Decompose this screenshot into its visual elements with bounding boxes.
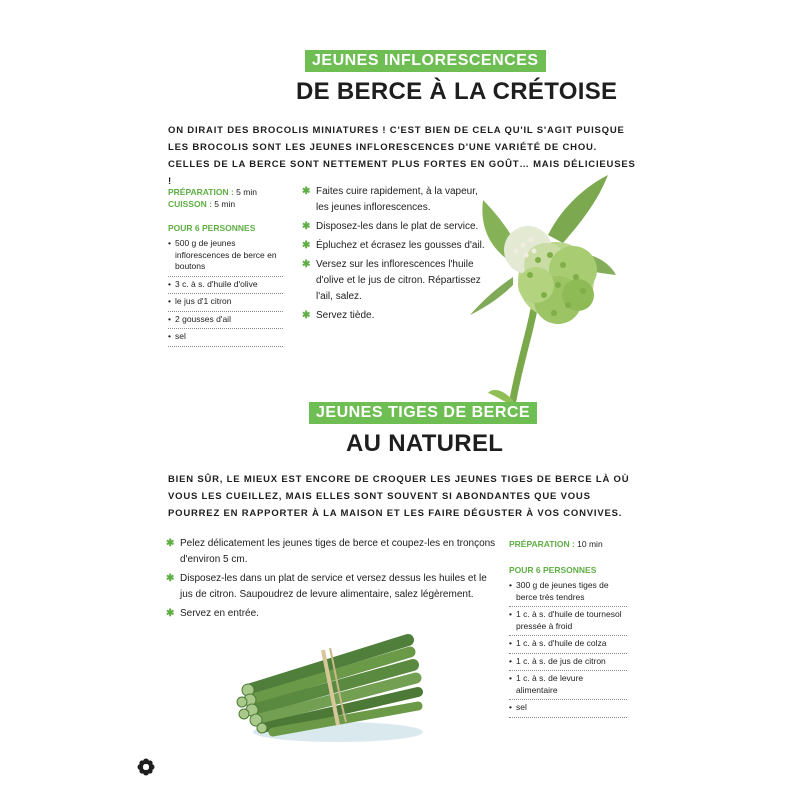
ingredient-item: • le jus d'1 citron	[168, 294, 283, 312]
asterisk-bullet-icon: ✱	[166, 538, 175, 549]
step-text: Versez sur les inflorescences l'huile d'olive et le jus de citron. Répartissez l'ail, salez.	[316, 259, 481, 302]
recipe1-prep-time	[168, 186, 283, 198]
ingredient-item: • 1 c. à s. d'huile de colza	[509, 636, 627, 654]
step-item	[166, 571, 496, 603]
asterisk-bullet-icon: ✱	[302, 259, 311, 270]
recipe1-steps	[302, 184, 492, 327]
flower-icon	[137, 758, 155, 776]
prep-value: 5 min	[233, 187, 257, 197]
hogweed-stems-bundle-illustration	[228, 620, 428, 745]
step-item	[302, 238, 492, 254]
recipe1-info-column	[168, 186, 283, 347]
ingredient-item: • 300 g de jeunes tiges de berce très tendres	[509, 578, 627, 607]
recipe1-intro: ON DIRAIT DES BROCOLIS MINIATURES ! C'EST BIEN DE CELA QU'IL S'AGIT PUISQUE LES BROCOLIS SONT LES JEUNES INFLORESCENCES D'UNE VARIÉTÉ DE CHOU. CELLES DE LA BERCE SONT NETTEMENT PLUS FORTES EN GOÛT… MAIS DÉLICIEUSES !	[168, 125, 636, 187]
recipe2-intro: BIEN SÛR, LE MIEUX EST ENCORE DE CROQUER LES JEUNES TIGES DE BERCE LÀ OÙ VOUS LES CUEILLEZ, MAIS ELLES SONT SOUVENT SI ABONDANTES QUE VOUS POURREZ EN RAPPORTER À LA MAISON ET LES FAIRE DÉGUSTER À VOS CONVIVES.	[168, 474, 630, 519]
ingredient-item: • 2 gousses d'ail	[168, 312, 283, 330]
asterisk-bullet-icon: ✱	[302, 310, 311, 321]
asterisk-bullet-icon: ✱	[302, 221, 311, 232]
prep-label: PRÉPARATION :	[168, 187, 234, 197]
ingredient-item: • 3 c. à s. d'huile d'olive	[168, 277, 283, 295]
recipe2-info-column	[509, 538, 627, 718]
cook-label: CUISSON :	[168, 199, 212, 209]
recipe1-cook-time	[168, 198, 283, 210]
asterisk-bullet-icon: ✱	[166, 573, 175, 584]
ingredient-item: • sel	[168, 329, 283, 347]
step-item	[302, 184, 492, 216]
recipe1-ingredient-list	[168, 236, 283, 347]
step-item	[166, 536, 496, 568]
hogweed-flower-illustration	[468, 165, 618, 415]
recipe1-category-tag: JEUNES INFLORESCENCES	[305, 50, 546, 72]
recipe2-title: AU NATUREL	[346, 430, 504, 457]
recipe2-servings: POUR 6 PERSONNES	[509, 565, 597, 575]
ingredient-item: • 1 c. à s. d'huile de tournesol pressée à froid	[509, 607, 627, 636]
ingredient-item: • 500 g de jeunes inflorescences de berce en boutons	[168, 236, 283, 277]
prep-label: PRÉPARATION :	[509, 539, 575, 549]
ingredient-item: • 1 c. à s. de jus de citron	[509, 654, 627, 672]
recipe1-title: DE BERCE À LA CRÉTOISE	[296, 78, 618, 105]
recipe2-category-tag: JEUNES TIGES DE BERCE	[309, 402, 537, 424]
cook-value: 5 min	[211, 199, 236, 209]
step-item	[302, 219, 492, 235]
step-text: Épluchez et écrasez les gousses d'ail.	[316, 240, 485, 251]
asterisk-bullet-icon: ✱	[302, 186, 311, 197]
step-text: Servez tiède.	[316, 310, 375, 321]
asterisk-bullet-icon: ✱	[166, 608, 175, 619]
step-text: Disposez-les dans un plat de service et versez dessus les huiles et le jus de citron. Saupoudrez de levure alimentaire, salez légèrement.	[180, 573, 487, 600]
prep-value: 10 min	[574, 539, 603, 549]
asterisk-bullet-icon: ✱	[302, 240, 311, 251]
step-item	[302, 257, 492, 305]
ingredient-item: • sel	[509, 700, 627, 718]
ingredient-item: • 1 c. à s. de levure alimentaire	[509, 671, 627, 700]
step-item	[302, 308, 492, 324]
recipe1-servings: POUR 6 PERSONNES	[168, 223, 256, 233]
step-text: Pelez délicatement les jeunes tiges de berce et coupez-les en tronçons d'environ 5 cm.	[180, 538, 496, 565]
step-text: Disposez-les dans le plat de service.	[316, 221, 479, 232]
step-text: Servez en entrée.	[180, 608, 259, 619]
recipe2-prep-time	[509, 538, 627, 550]
recipe2-steps	[166, 536, 496, 625]
step-text: Faites cuire rapidement, à la vapeur, les jeunes inflorescences.	[316, 186, 478, 213]
recipe2-ingredient-list	[509, 578, 627, 718]
